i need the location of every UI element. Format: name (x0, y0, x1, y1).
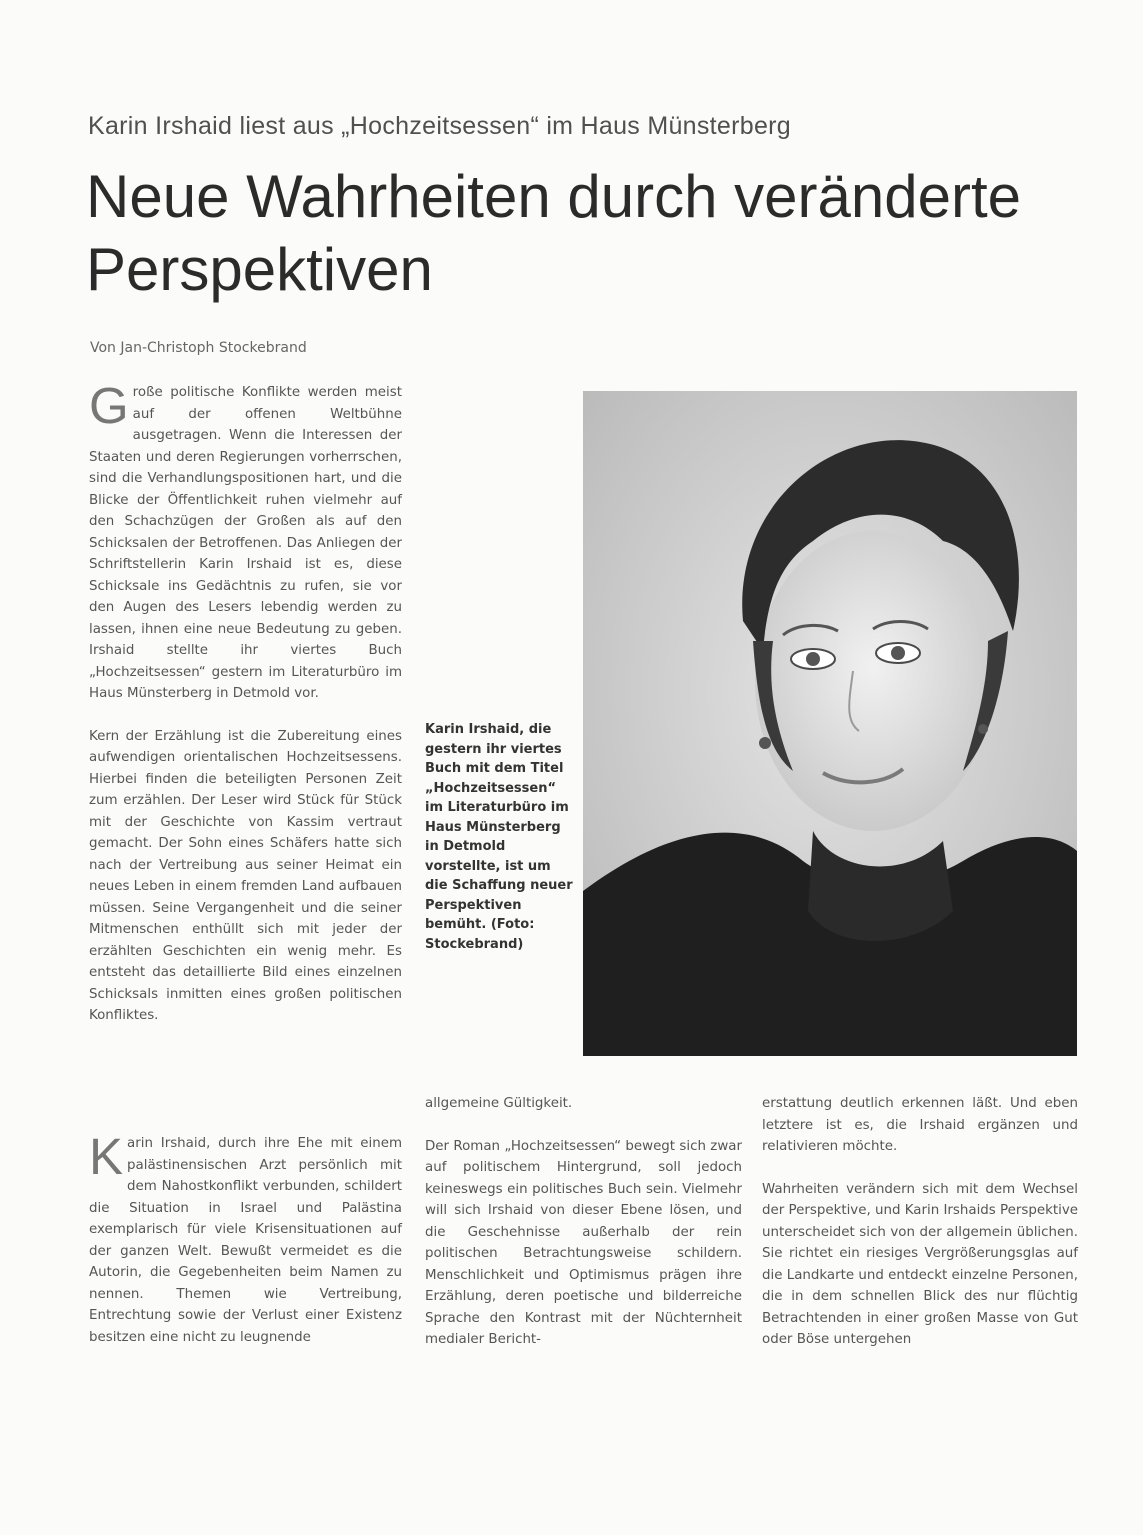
article-byline: Von Jan-Christoph Stockebrand (90, 340, 307, 356)
paragraph-3-continued: allgemeine Gültigkeit. (425, 1096, 573, 1111)
paragraph-4: Der Roman „Hochzeitsessen“ bewegt sich zwar auf politischem Hintergrund, soll jedoch keineswegs ein politisches Buch sein. Vielmehr will sich Irshaid von dieser Ebene lösen, und die Geschehnisse außerhalb der rein politischen Betrachtungsweise schildern. Menschlichkeit und Optimismus prägen ihre Erzählung, deren poetische und bilderreiche Sprache den Kontrast mit der Nüchternheit medialer Bericht- (425, 1138, 742, 1347)
text-column-3 (762, 1093, 1078, 1372)
drop-cap: K (89, 1128, 124, 1185)
paragraph-1 (89, 377, 402, 705)
text-column-1-top (89, 377, 402, 1048)
author-portrait-photo (583, 391, 1077, 1056)
text-column-2 (425, 1093, 742, 1372)
drop-cap: G (89, 377, 129, 434)
paragraph-4-continued: erstattung deutlich erkennen läßt. Und eben letztere ist es, die Irshaid ergänzen und relativieren möchte. (762, 1096, 1078, 1154)
portrait-illustration (583, 391, 1077, 1056)
paragraph-3-text: arin Irshaid, durch ihre Ehe mit einem palästinensischen Arzt persönlich mit dem Nahostkonflikt verbunden, schildert die Situation in Israel und Palästina exemplarisch für viele Krisensituationen auf der ganzen Welt. Bewußt vermeidet es die Autorin, die Gegebenheiten beim Namen zu nennen. Themen wie Vertreibung, Entrechtung sowie der Verlust einer Existenz besitzen eine nicht zu leugnende (89, 1136, 402, 1345)
photo-caption: Karin Irshaid, die gestern ihr viertes Buch mit dem Titel „Hochzeitsessen“ im Literaturbüro im Haus Münsterberg in Detmold vorstellte, ist um die Schaffung neuer Perspektiven bemüht. (Foto: Stockebrand) (425, 722, 573, 952)
article-kicker: Karin Irshaid liest aus „Hochzeitsessen“ im Haus Münsterberg (88, 112, 791, 140)
article-headline: Neue Wahrheiten durch veränderte Perspektiven (86, 163, 1021, 303)
paragraph-3 (89, 1128, 402, 1348)
paragraph-5: Wahrheiten verändern sich mit dem Wechsel der Perspektive, und Karin Irshaids Perspektive unterscheidet sich von der allgemein üblichen. Sie richtet ein riesiges Vergrößerungsglas auf die Landkarte und entdeckt einzelne Personen, die in dem schnellen Blick des nur flüchtig Betrachtenden in einer großen Masse von Gut oder Böse untergehen (762, 1181, 1078, 1347)
text-column-1-bottom (89, 1128, 402, 1369)
paragraph-1-text: roße politische Konflikte werden meist auf der offenen Weltbühne ausgetragen. Wenn die Interessen der Staaten und deren Regierungen vorherrschen, sind die Verhandlungspositionen hart, und die Blicke der Öffentlichkeit ruhen vielmehr auf den Schachzügen der Großen als auf den Schicksalen der Betroffenen. Das Anliegen der Schriftstellerin Karin Irshaid ist es, diese Schicksale ins Gedächtnis zu rufen, sie vor den Augen des Lesers lebendig werden zu lassen, ihnen eine neue Bedeutung zu geben. Irshaid stellte ihr viertes Buch „Hochzeitsessen“ gestern im Literaturbüro im Haus Münsterberg in Detmold vor. (89, 385, 402, 701)
paragraph-2: Kern der Erzählung ist die Zubereitung eines aufwendigen orientalischen Hochzeitsessens. Hierbei finden die beteiligten Personen Zeit zum erzählen. Der Leser wird Stück für Stück mit der Geschichte von Kassim vertraut gemacht. Der Sohn eines Schäfers hatte sich nach der Vertreibung aus seiner Heimat ein neues Leben in einem fremden Land aufbauen müssen. Seine Vergangenheit und die seiner Mitmenschen enthüllt sich mit jeder der erzählten Geschichten ein wenig mehr. Es entsteht das detaillierte Bild eines einzelnen Schicksals inmitten eines großen politischen Konfliktes. (89, 728, 402, 1023)
